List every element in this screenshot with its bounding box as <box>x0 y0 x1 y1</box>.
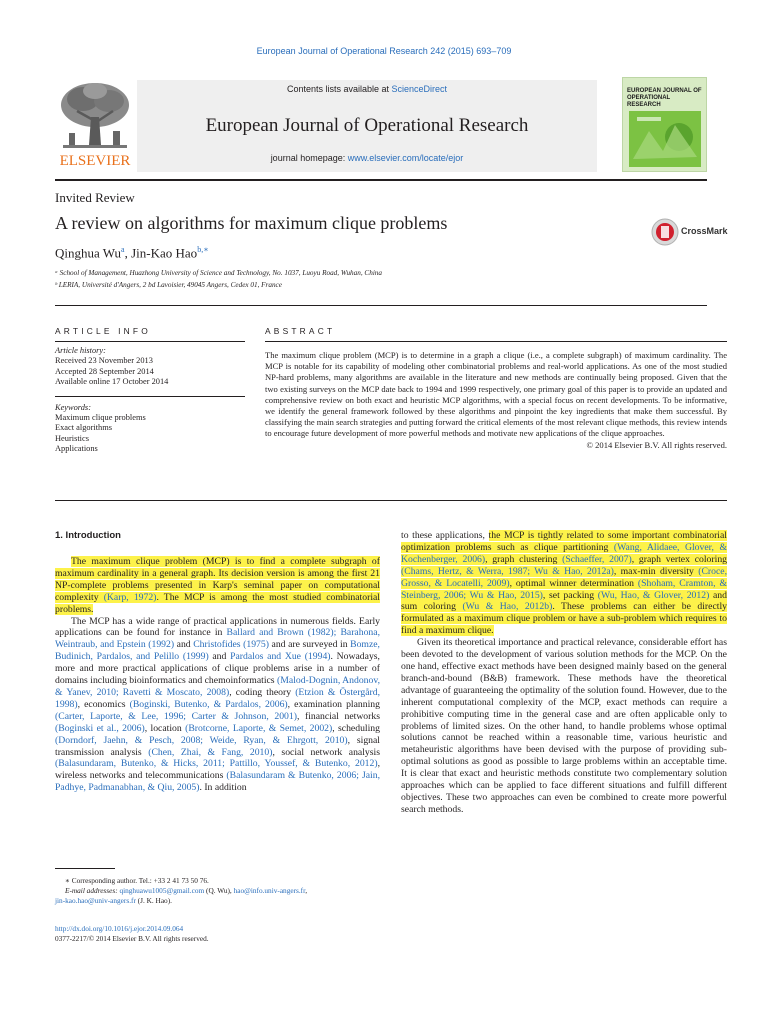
journal-reference[interactable]: European Journal of Operational Research 242 (2015) 693–709 <box>256 46 512 56</box>
article-info-heading: ARTICLE INFO <box>55 326 151 336</box>
citation-link[interactable]: (Malod-Dognin, Andonov, & Yanev, 2010; Ravetti & Moscato, 2008) <box>55 675 380 698</box>
author-name: Qinghua Wu <box>55 245 122 261</box>
citation-link[interactable]: Bomze, Budinich, Pardalos, and Pelillo (1999) <box>55 639 380 663</box>
citation-link[interactable]: (Balasundaram & Butenko, 2006; Jain, Padhye, Padmanabhan, & Qiu, 2005) <box>55 770 380 794</box>
footnote-rule <box>55 868 115 869</box>
authors: Qinghua Wu$^a$, Jin-Kao Hao$^{b,∗}$ <box>55 245 209 261</box>
received-date: Received 23 November 2013 <box>55 356 153 366</box>
affiliation-marker[interactable]: a <box>121 245 125 254</box>
citation-link[interactable]: (Boginski et al., 2006) <box>55 722 145 734</box>
citation-link[interactable]: (Dorndorf, Jaehn, & Pesch, 2008; Weide, Ryan, & Ehrgott, 2010) <box>55 734 348 746</box>
intro-left-column <box>55 556 380 794</box>
svg-text:ELSEVIER: ELSEVIER <box>59 153 131 169</box>
citation-link[interactable]: (Chen, Zhai, & Fang, 2010) <box>148 746 273 758</box>
citation-link[interactable]: (Wu, Hao, & Glover, 2012) <box>597 589 710 601</box>
affiliation-marker[interactable]: b,∗ <box>197 245 209 254</box>
citation-link[interactable]: Pardalos and Xue (1994) <box>230 651 331 663</box>
issn-line: 0377-2217/© 2014 Elsevier B.V. All rights reserved. <box>55 934 209 943</box>
keywords-label: Keywords: <box>55 402 91 412</box>
author-name: Jin-Kao Hao <box>131 245 198 261</box>
keyword: Heuristics <box>55 433 89 443</box>
citation-link[interactable]: (Balasundaram, Butenko, & Hicks, 2011; Pattillo, Youssef, & Butenko, 2012) <box>55 758 378 770</box>
journal-name: European Journal of Operational Research <box>205 115 529 136</box>
homepage-link[interactable]: www.elsevier.com/locate/ejor <box>347 153 464 163</box>
abstract-body: The maximum clique problem (MCP) is to determine in a graph a clique (i.e., a complete subgraph) of maximum cardinality. The MCP is notable for its capability of modeling other combinatorial problems and real-world applications. As one of the most studied NP-hard problems, many algorithms are available in the literature and new methods are continually being proposed. Given that the two existing surveys on the MCP date back to 1994 and 1999 respectively, one primary goal of this paper is to provide an updated and comprehensive review on both exact and heuristic MCP algorithms, with a special focus on recent developments. To be informative, we identify the general framework followed by these algorithms and pinpoint the key ingredients that make them successful. By classifying the main search strategies and putting forward the critical elements of the most relevant clique methods, this review intends to encourage future development of more powerful methods and motivate new applications of the clique approaches. © 2014 Elsevier B.V. All rights reserved. <box>265 350 727 450</box>
header-rule <box>55 179 707 181</box>
contents-line: Contents lists available at ScienceDirect <box>286 84 448 94</box>
abstract-heading: ABSTRACT <box>265 326 336 336</box>
affiliation-b: ᵇ LERIA, Université d'Angers, 2 bd Lavoisier, 49045 Angers, Cedex 01, France <box>55 281 282 289</box>
abstract-copyright: © 2014 Elsevier B.V. All rights reserved. <box>586 439 727 450</box>
citation-link[interactable]: (Carter, Laporte, & Lee, 1996; Carter & Johnson, 2001) <box>55 710 297 722</box>
intro-right-column <box>401 530 727 816</box>
intro-paragraph-4: Given its theoretical importance and practical relevance, considerable effort has been devoted to the development of various solution methods for the MCP. On the one hand, effective exact methods have been designed mainly based on the general branch-and-bound (B&B) framework. These methods have the theoretical advantage of guaranteeing the optimality of the solution found. However, due to the inherent computational complexity of the MCP, exact methods can require a prohibitive computing time in the general case and are often applicable only to problems of limited sizes. On the other hand, to handle problems whose optimal solutions cannot be reached within a reasonable time, various heuristic and metaheuristic algorithms have been devised with the purpose of providing sub-optimal solutions as good as possible to large problems within an acceptable time. It is clear that exact and heuristic methods constitute two complementary solution approaches which can be applied to face different situations and fulfill different objectives. These two approaches can even be combined to create more powerful search methods. <box>401 637 727 815</box>
intro-paragraph-2: The MCP has a wide range of practical applications in numerous fields. Early applications can be found for instance in Ballard and Brown (1982); Barahona, Weintraub, and Epstein (1992) and Christofides (1975) and are surveyed in Bomze, Budinich, Pardalos, and Pelillo (1999) and Pardalos and Xue (1994). Nowadays, more and more practical applications of clique problems arise in a number of domains including bioinformatics and chemoinformatics (Malod-Dognin, Andonov, & Yanev, 2010; Ravetti & Moscato, 2008), coding theory (Etzion & Östergård, 1998), economics (Boginski, Butenko, & Pardalos, 2006), examination planning (Carter, Laporte, & Lee, 1996; Carter & Johnson, 2001), financial networks (Boginski et al., 2006), location (Brotcorne, Laporte, & Semet, 2002), scheduling (Dorndorf, Jaehn, & Pesch, 2008; Weide, Ryan, & Ehrgott, 2010), signal transmission analysis (Chen, Zhai, & Fang, 2010), social network analysis (Balasundaram, Butenko, & Hicks, 2011; Pattillo, Youssef, & Butenko, 2012), wireless networks and telecommunications (Balasundaram & Butenko, 2006; Jain, Padhye, Padmanabhan, & Qiu, 2005). In addition <box>55 615 381 794</box>
email-link[interactable]: hao@info.univ-angers.fr <box>233 886 306 895</box>
history-label: Article history: <box>55 346 106 355</box>
citation-link[interactable]: (Etzion & Östergård, 1998) <box>55 686 381 710</box>
section-heading-introduction: 1. Introduction <box>55 530 121 541</box>
title-rule <box>55 305 707 306</box>
cover-title: EUROPEAN JOURNAL OF OPERATIONAL RESEARCH <box>627 88 702 108</box>
sciencedirect-link[interactable]: ScienceDirect <box>391 84 448 94</box>
email-link[interactable]: qinghuawu1005@gmail.com <box>119 886 205 895</box>
citation-link[interactable]: (Karp, 1972) <box>103 591 157 603</box>
article-info <box>55 346 245 455</box>
abstract-rule <box>265 341 727 342</box>
crossmark-button[interactable] <box>651 218 731 246</box>
citation-link[interactable]: Christofides (1975) <box>193 639 269 651</box>
citation-link[interactable]: (Chams, Hertz, & Werra, 1987; Wu & Hao, 2012a) <box>401 565 614 577</box>
keyword: Maximum clique problems <box>55 413 146 423</box>
accepted-date: Accepted 28 September 2014 <box>55 366 154 376</box>
citation-link[interactable]: (Croce, Grosso, & Locatelli, 2009) <box>401 565 727 589</box>
crossmark-label: CrossMark <box>681 226 728 236</box>
journal-banner <box>55 77 707 174</box>
email-link[interactable]: jin-kao.hao@univ-angers.fr <box>55 896 136 905</box>
keyword: Exact algorithms <box>55 423 112 433</box>
keyword: Applications <box>55 444 98 454</box>
affiliation-a: ᵃ School of Management, Huazhong University of Science and Technology, No. 1037, Luoyu Road, Wuhan, China <box>55 269 382 277</box>
citation-link[interactable]: (Schaeffer, 2007) <box>562 553 632 565</box>
online-date: Available online 17 October 2014 <box>55 377 169 387</box>
info-rule <box>55 341 245 342</box>
abstract-bottom-rule <box>55 500 727 501</box>
elsevier-logo <box>55 77 135 172</box>
email-note-cont: jin-kao.hao@univ-angers.fr (J. K. Hao). <box>55 896 172 905</box>
intro-paragraph-1: The maximum clique problem (MCP) is to find a complete subgraph of maximum cardinality in a general graph. Its decision version is among the first 21 NP-complete problems presented in Karp's seminal paper on computational complexity (Karp, 1972). The MCP is among the most studied combinatorial problems. <box>55 556 380 615</box>
article-title: A review on algorithms for maximum clique problems <box>55 213 448 233</box>
citation-link[interactable]: (Wu & Hao, 2012b) <box>462 601 553 613</box>
crossmark-icon <box>651 218 679 246</box>
citation-link[interactable]: (Shoham, Cramton, & Steinberg, 2006; Wu & Hao, 2015) <box>401 577 727 601</box>
citation-link[interactable]: (Wang, Alidaee, Glover, & Kochenberger, 2006) <box>401 541 727 565</box>
email-note: E-mail addresses: qinghuawu1005@gmail.com (Q. Wu), hao@info.univ-angers.fr, <box>65 886 308 895</box>
citation-link[interactable]: (Brotcorne, Laporte, & Semet, 2002) <box>185 722 333 734</box>
citation-link[interactable]: Ballard and Brown (1982); Barahona, Weintraub, and Epstein (1992) <box>55 627 380 651</box>
info-divider <box>55 396 245 397</box>
footnotes <box>55 876 385 906</box>
doi-link[interactable]: http://dx.doi.org/10.1016/j.ejor.2014.09.064 <box>55 924 184 933</box>
corresponding-author-note: ∗ Corresponding author. Tel.: +33 2 41 73 50 76. <box>65 876 209 885</box>
journal-masthead <box>137 80 597 172</box>
journal-cover-image <box>622 77 707 172</box>
homepage-line: journal homepage: www.elsevier.com/locate/ejor <box>270 153 464 163</box>
intro-paragraph-3: to these applications, the MCP is tightly related to some important combinatorial optimization problems such as clique partitioning (Wang, Alidaee, Glover, & Kochenberger, 2006), graph clustering (Schaeffer, 2007), graph vertex coloring (Chams, Hertz, & Werra, 1987; Wu & Hao, 2012a), max-min diversity (Croce, Grosso, & Locatelli, 2009), optimal winner determination (Shoham, Cramton, & Steinberg, 2006; Wu & Hao, 2015), set packing (Wu, Hao, & Glover, 2012) and sum coloring (Wu & Hao, 2012b). These problems can either be directly formulated as a maximum clique problem or have a sub-problem which requires to find a maximum clique. <box>401 530 728 637</box>
article-type: Invited Review <box>55 190 135 205</box>
citation-link[interactable]: (Boginski, Butenko, & Pardalos, 2006) <box>129 698 288 710</box>
doi-block <box>55 924 209 944</box>
